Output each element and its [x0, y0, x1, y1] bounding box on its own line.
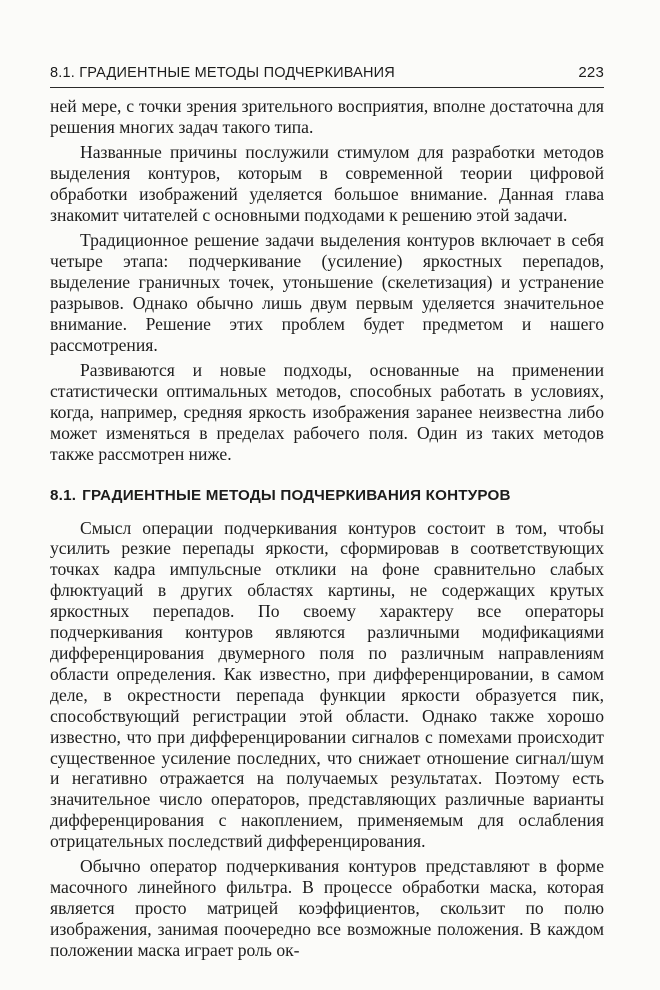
paragraph: Смысл операции подчеркивания контуров состоит в том, чтобы усилить резкие перепады яркости, сформировав в соответствующих точках кадра импульсные отклики на фоне сравнительно слабых флюктуаций в других областях картины, не содержащих крутых яркостных перепадов. По своему характеру все операторы подчеркивания контуров являются различными модификациями дифференцирования двумерного поля по различным направлениям области определения. Как известно, при дифференцировании, в самом деле, в окрестности перепада функции яркости образуется пик, способствующий регистрации этой области. Однако также хорошо известно, что при дифференцировании сигналов с помехами происходит существенное усиление последних, что снижает отношение сигнал/шум и негативно отражается на получаемых результатах. Поэтому есть значительное число операторов, представляющих различные варианты дифференцирования с накоплением, применяемым для ослабления отрицательных последствий дифференцирования.: [50, 517, 604, 852]
section-heading: [50, 487, 604, 504]
body-text-before-section: [50, 96, 604, 465]
book-page: [50, 64, 604, 965]
running-head-title: 8.1. ГРАДИЕНТНЫЕ МЕТОДЫ ПОДЧЕРКИВАНИЯ: [50, 65, 395, 81]
paragraph: Обычно оператор подчеркивания контуров представляют в форме масочного линейного фильтра. В процессе обработки маска, которая является просто матрицей коэффициентов, скользит по полю изображения, занимая поочередно все возможные положения. В каждом положении маска играет роль ок-: [50, 856, 604, 961]
paragraph: Традиционное решение задачи выделения контуров включает в себя четыре этапа: подчеркивание (усиление) яркостных перепадов, выделение граничных точек, утоньшение (скелетизация) и устранение разрывов. Однако обычно лишь двум первым уделяется значительное внимание. Решение этих проблем будет предметом и нашего рассмотрения.: [50, 230, 604, 355]
page-number: 223: [578, 64, 604, 81]
paragraph: Названные причины послужили стимулом для разработки методов выделения контуров, которым в современной теории цифровой обработки изображений уделяется большое внимание. Данная глава знакомит читателей с основными подходами к решению этой задачи.: [50, 142, 604, 225]
section-number: 8.1.: [50, 486, 77, 504]
paragraph: Развиваются и новые подходы, основанные на применении статистически оптимальных методов, способных работать в условиях, когда, например, средняя яркость изображения заранее неизвестна либо может изменяться в пределах рабочего поля. Один из таких методов также рассмотрен ниже.: [50, 360, 604, 464]
running-head: [50, 64, 604, 88]
section-title: ГРАДИЕНТНЫЕ МЕТОДЫ ПОДЧЕРКИВАНИЯ КОНТУРОВ: [82, 486, 511, 504]
paragraph: ней мере, с точки зрения зрительного восприятия, вполне достаточна для решения многих задач такого типа.: [50, 96, 604, 137]
body-text-after-section: [50, 518, 604, 961]
